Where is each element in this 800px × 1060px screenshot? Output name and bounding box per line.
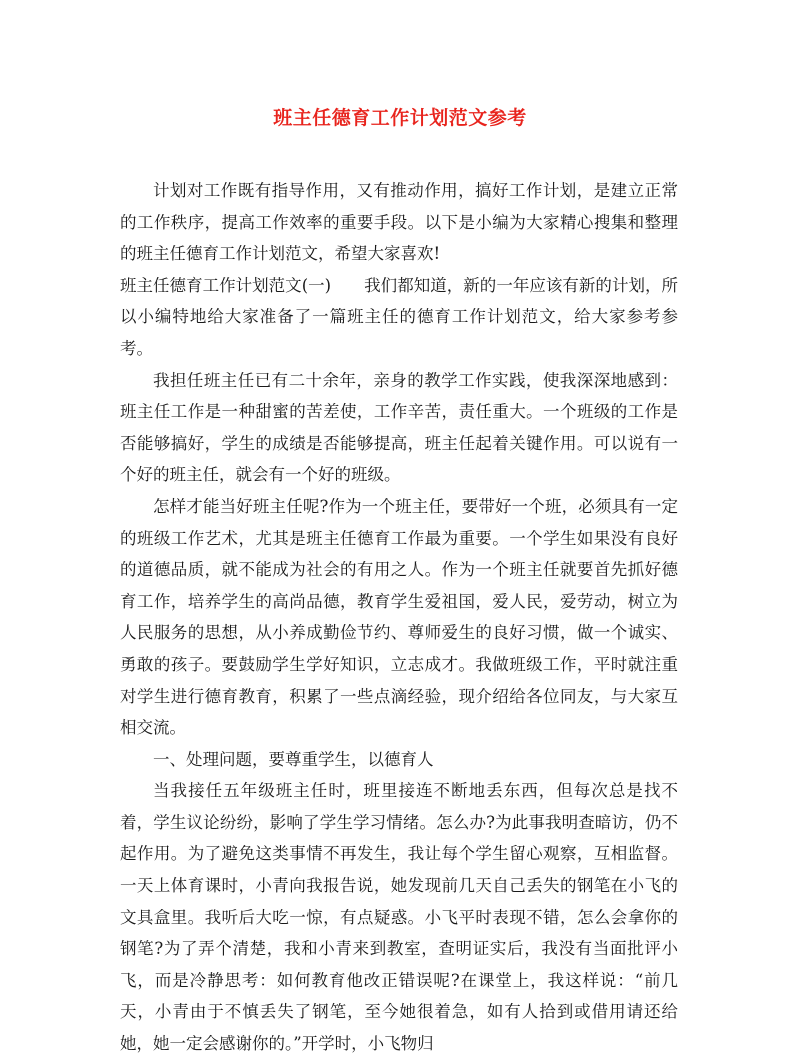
paragraph-section-heading: 班主任德育工作计划范文(一) 我们都知道，新的一年应该有新的计划，所以小编特地给大家准备了一篇班主任的德育工作计划范文，给大家参考参考。: [120, 275, 678, 358]
paragraph-story: 当我接任五年级班主任时，班里接连不断地丢东西，但每次总是找不着，学生议论纷纷，影响了学生学习情绪。怎么办?为此事我明查暗访，仍不起作用。为了避免这类事情不再发生，我让每个学生留心观察，互相监督。一天上体育课时，小青向我报告说，她发现前几天自己丢失的钢笔在小飞的文具盒里。我听后大吃一惊，有点疑惑。小飞平时表现不错，怎么会拿你的钢笔?为了弄个清楚，我和小青来到教室，查明证实后，我没有当面批评小飞，而是冷静思考：如何教育他改正错误呢?在课堂上，我这样说：“前几天，小青由于不慎丢失了钢笔，至今她很着急，如有人拾到或借用请还给她，她一定会感谢你的。”开学时，小飞物归: [120, 781, 678, 1054]
paragraph-intro: 计划对工作既有指导作用，又有推动作用，搞好工作计划，是建立正常的工作秩序，提高工作效率的重要手段。以下是小编为大家精心搜集和整理的班主任德育工作计划范文，希望大家喜欢!: [120, 181, 678, 264]
paragraph-experience: 我担任班主任已有二十余年，亲身的教学工作实践，使我深深地感到：班主任工作是一种甜蜜的苦差使，工作辛苦，责任重大。一个班级的工作是否能够搞好，学生的成绩是否能够提高，班主任起着关键作用。可以说有一个好的班主任，就会有一个好的班级。: [120, 370, 678, 485]
paragraph-how-to: 怎样才能当好班主任呢?作为一个班主任，要带好一个班，必须具有一定的班级工作艺术，尤其是班主任德育工作最为重要。一个学生如果没有良好的道德品质，就不能成为社会的有用之人。作为一个班主任就要首先抓好德育工作，培养学生的高尚品德，教育学生爱祖国，爱人民，爱劳动，树立为人民服务的思想，从小养成勤俭节约、尊师爱生的良好习惯，做一个诚实、勇敢的孩子。要鼓励学生学好知识，立志成才。我做班级工作，平时就注重对学生进行德育教育，积累了一些点滴经验，现介绍给各位同友，与大家互相交流。: [120, 496, 678, 738]
document-body: [120, 175, 678, 1060]
document-title: 班主任德育工作计划范文参考: [273, 107, 527, 129]
paragraph-subheading: 一、处理问题，要尊重学生，以德育人: [153, 749, 434, 769]
